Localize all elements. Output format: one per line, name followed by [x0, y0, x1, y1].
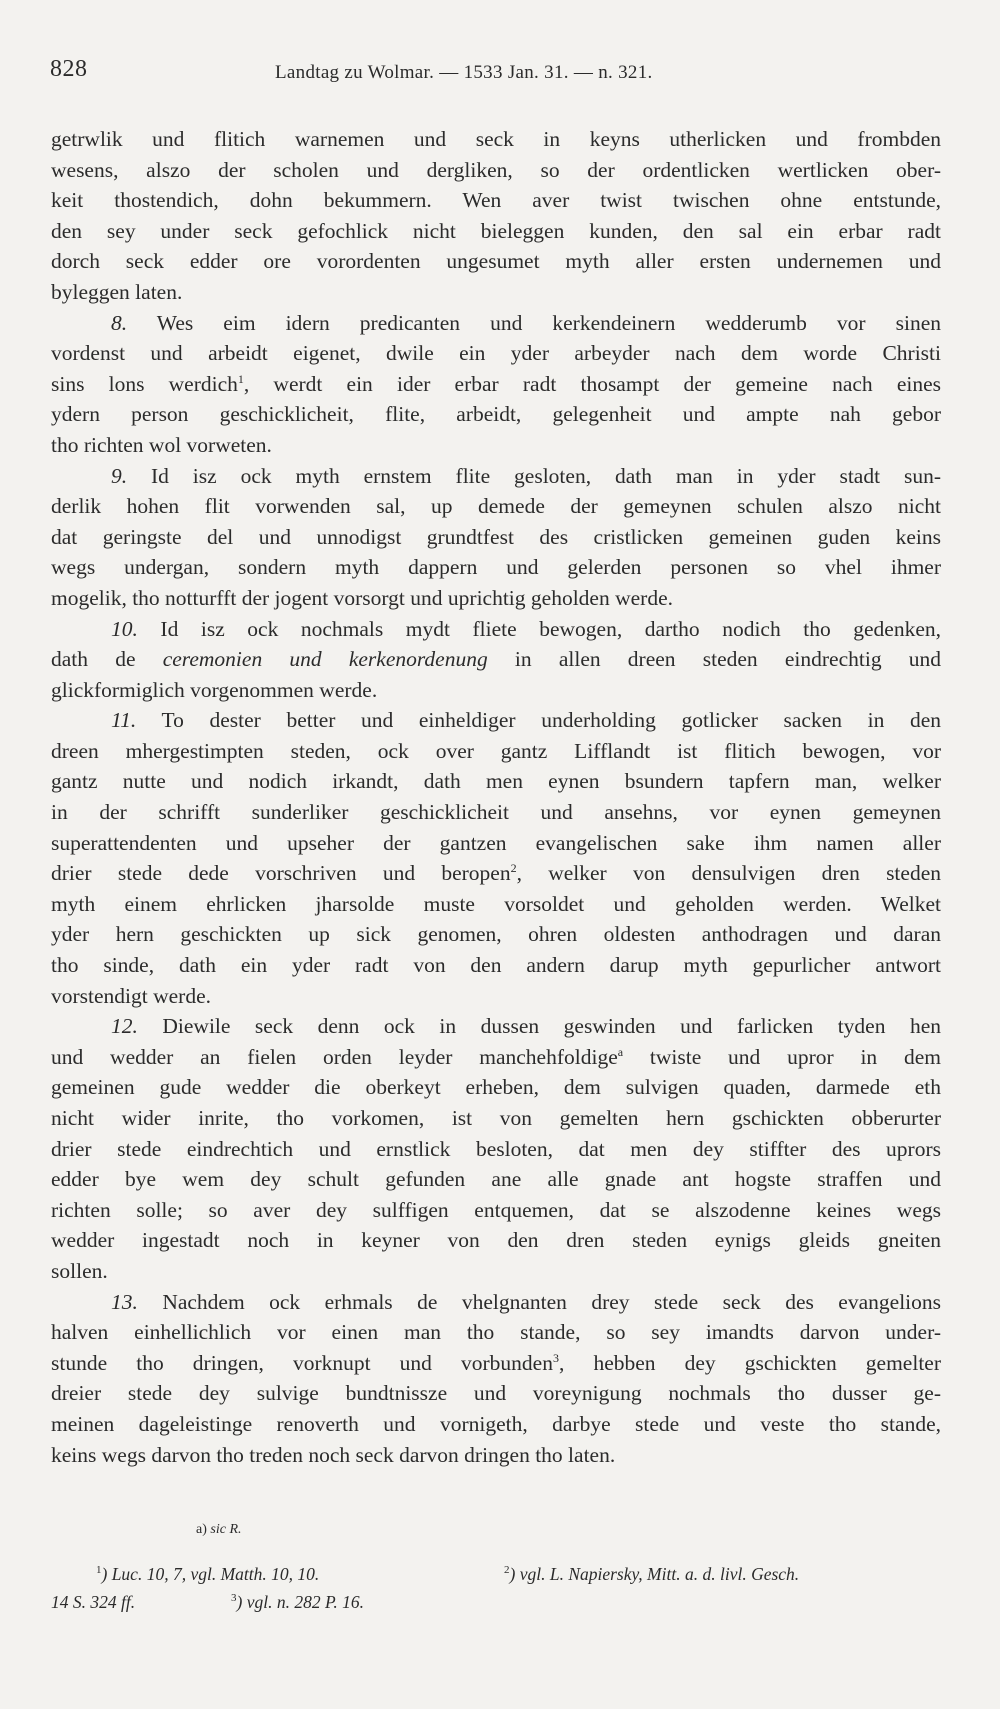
page-number: 828: [50, 56, 88, 82]
footnote-text: ) vgl. L. Napiersky, Mitt. a. d. livl. Gesch.: [509, 1564, 800, 1584]
text-line: [51, 1042, 941, 1073]
text-line: byleggen laten.: [51, 279, 183, 304]
paragraph-10-start: [51, 614, 941, 645]
text-span: in allen dreen steden eindrechtig und: [487, 647, 942, 672]
footnote-marker: 3: [231, 1592, 237, 1605]
text-line: keins wegs darvon tho treden noch seck darvon dringen tho laten.: [51, 1442, 616, 1467]
text-line: dorch seck edder ore vorordenten ungesumet myth aller ersten undernemen und: [51, 249, 941, 274]
text-span: dath de: [51, 647, 163, 672]
footnote-1: [51, 1560, 476, 1588]
text-line: [51, 858, 941, 889]
text-span: , hebben dey gschickten gemelter: [558, 1350, 941, 1375]
text-line: ydern person geschicklicheit, flite, arbeidt, gelegenheit und ampte nah gebor: [51, 402, 941, 427]
text-line: gantz nutte und nodich irkandt, dath men eynen bsundern tapfern man, welker: [51, 769, 941, 794]
text-line: dat geringste del und unnodigst grundtfest des cristlicken gemeinen guden keins: [51, 524, 941, 549]
text-line: sollen.: [51, 1258, 108, 1283]
text-span: Nachdem ock erhmals de vhelgnanten drey stede seck des evangelions: [162, 1289, 942, 1314]
footnote-marker: 1: [96, 1564, 102, 1577]
text-line: edder bye wem dey schult gefunden ane alle gnade ant hogste straffen und: [51, 1167, 941, 1192]
text-line: gemeinen gude wedder die oberkeyt erheben, dem sulvigen quaden, darmede eth: [51, 1075, 941, 1100]
text-line: nicht wider inrite, tho vorkomen, ist von gemelten hern gschickten obberurter: [51, 1106, 941, 1130]
text-span: und wedder an fielen orden leyder manchehfoldige: [51, 1044, 618, 1069]
text-line: superattendenten und upseher der gantzen evangelischen sake ihm namen aller: [51, 830, 941, 855]
footnote-3: [201, 1588, 364, 1616]
text-line: vorstendigt werde.: [51, 983, 212, 1008]
running-head: Landtag zu Wolmar. — 1533 Jan. 31. — n. 321.: [275, 62, 653, 83]
text-span: sins lons werdich: [51, 371, 238, 396]
text-line: vordenst und arbeidt eigenet, dwile ein yder arbeyder nach dem worde Christi: [51, 341, 941, 366]
body-text: [51, 124, 941, 1470]
footnote-line: [51, 1588, 941, 1616]
text-line: meinen dageleistinge renoverth und vornigeth, darbye stede und veste tho stande,: [51, 1411, 941, 1436]
paragraph-number: 12.: [111, 1014, 138, 1039]
text-span: Id isz ock nochmals mydt fliete bewogen, dartho nodich tho gedenken,: [160, 616, 942, 641]
paragraph-12-start: [51, 1011, 941, 1042]
text-line: drier stede eindrechtich und ernstlick besloten, dat men dey stiffter des uprors: [51, 1136, 941, 1161]
footnote-marker: a): [196, 1522, 207, 1537]
text-span: , werdt ein ider erbar radt thosampt der gemeine nach eines: [243, 371, 941, 396]
text-line: [51, 644, 941, 675]
text-span: twiste und upror in dem: [623, 1044, 941, 1069]
text-line: dreier stede dey sulvige bundtnissze und voreynigung nochmals tho dusser ge-: [51, 1381, 941, 1406]
footnote-ref-2: 2: [510, 861, 517, 876]
text-span: Id isz ock myth ernstem flite gesloten, dath man in yder stadt sun-: [151, 463, 941, 488]
text-line: derlik hohen flit vorwenden sal, up demede der gemeynen schulen alszo nicht: [51, 494, 941, 519]
text-line: den sey under seck gefochlick nicht bieleggen kunden, den sal ein erbar radt: [51, 218, 941, 243]
textual-footnote-a: [196, 1522, 242, 1538]
text-line: wedder ingestadt noch in keyner von den dren steden eynigs gleids gneiten: [51, 1228, 941, 1253]
paragraph-number: 9.: [111, 463, 128, 488]
paragraph-9-start: [51, 461, 941, 492]
footnote-text: ) Luc. 10, 7, vgl. Matth. 10, 10.: [101, 1564, 320, 1584]
paragraph-number: 8.: [111, 310, 128, 335]
footnote-ref-3: 3: [552, 1350, 559, 1365]
footnote-ref-a: a: [617, 1044, 624, 1059]
text-span: Diewile seck denn ock in dussen geswinden und farlicken tyden hen: [162, 1014, 941, 1039]
italic-span: ceremonien und kerkenordenung: [162, 647, 488, 672]
text-line: keit thostendich, dohn bekummern. Wen aver twist twischen ohne entstunde,: [51, 188, 941, 213]
paragraph-13-start: [51, 1287, 941, 1318]
text-line: [51, 369, 941, 400]
paragraph-number: 10.: [111, 616, 138, 641]
text-line: getrwlik und flitich warnemen und seck in keyns utherlicken und frombden: [51, 127, 941, 151]
footnote-2: [476, 1560, 799, 1588]
text-span: , welker von densulvigen dren steden: [516, 861, 941, 886]
text-line: wesens, alszo der scholen und dergliken, so der ordentlicken wertlicken ober-: [51, 157, 941, 182]
paragraph-number: 13.: [111, 1289, 138, 1314]
text-span: stunde tho dringen, vorknupt und vorbunden: [51, 1350, 553, 1375]
paragraph-number: 11.: [111, 708, 137, 733]
text-line: myth einem ehrlicken jharsolde muste vorsoldet und geholden werden. Welket: [51, 891, 941, 916]
text-line: yder hern geschickten up sick genomen, ohren oldesten anthodragen und daran: [51, 922, 941, 947]
footnote-line: [51, 1560, 941, 1588]
footnote-continuation: 14 S. 324 ff.: [51, 1592, 136, 1612]
footnote-text: sic R.: [210, 1522, 242, 1537]
text-span: drier stede dede vorschriven und beropen: [51, 861, 511, 886]
footnotes: [51, 1560, 941, 1616]
text-span: To dester better und einheldiger underholding gotlicker sacken in den: [161, 708, 941, 733]
text-line: dreen mhergestimpten steden, ock over gantz Lifflandt ist flitich bewogen, vor: [51, 738, 941, 763]
text-line: glickformiglich vorgenommen werde.: [51, 677, 378, 702]
page-header: [50, 56, 940, 96]
paragraph-11-start: [51, 705, 941, 736]
text-line: in der schrifft sunderliker geschicklicheit und ansehns, vor eynen gemeynen: [51, 800, 941, 825]
text-line: wegs undergan, sondern myth dappern und gelerden personen so vhel ihmer: [51, 555, 941, 580]
footnote-marker: 2: [504, 1564, 510, 1577]
text-line: [51, 1348, 941, 1379]
text-line: richten solle; so aver dey sulffigen entquemen, dat se alszodenne keines wegs: [51, 1197, 941, 1222]
text-line: tho richten wol vorweten.: [51, 432, 272, 457]
text-line: halven einhellichlich vor einen man tho stande, so sey imandts darvon under-: [51, 1320, 941, 1345]
text-line: mogelik, tho notturfft der jogent vorsorgt und uprichtig geholden werde.: [51, 585, 673, 610]
paragraph-8-start: [51, 308, 941, 339]
text-span: Wes eim idern predicanten und kerkendeinern wedderumb vor sinen: [156, 310, 941, 335]
footnote-ref-1: 1: [237, 371, 244, 386]
text-line: tho sinde, dath ein yder radt von den andern darup myth gepurlicher antwort: [51, 953, 941, 978]
footnote-text: ) vgl. n. 282 P. 16.: [236, 1592, 365, 1612]
